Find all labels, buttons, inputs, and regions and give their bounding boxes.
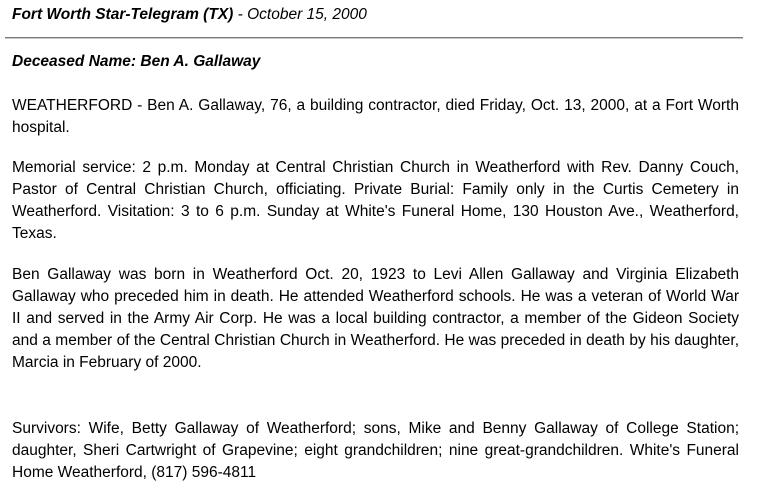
obituary-paragraph-survivors: Survivors: Wife, Betty Gallaway of Weatherford; sons, Mike and Benny Gallaway of College Station; daughter, Sheri Cartwright of Grapevine; eight grandchildren; nine great-grandchildren. White's Funeral Home Weatherford, (817) 596-4811 — [12, 420, 739, 481]
obituary-paragraph-biography: Ben Gallaway was born in Weatherford Oct. 20, 1923 to Levi Allen Gallaway and Virginia Elizabeth Gallaway who preceded him in death. He attended Weatherford schools. He was a veteran of World War II and served in the Army Air Corp. He was a local building contractor, a member of the Gideon Society and a member of the Central Christian Church in Weatherford. He was preceded in death by his daughter, Marcia in February of 2000. — [12, 266, 739, 371]
publication-date: October 15, 2000 — [247, 6, 367, 23]
obituary-paragraph-announcement: WEATHERFORD - Ben A. Gallaway, 76, a building contractor, died Friday, Oct. 13, 2000, at a Fort Worth hospital. — [12, 97, 739, 136]
article-header — [12, 6, 367, 24]
newspaper-source: Fort Worth Star-Telegram (TX) — [12, 6, 234, 23]
obituary-paragraph-services: Memorial service: 2 p.m. Monday at Central Christian Church in Weatherford with Rev. Danny Couch, Pastor of Central Christian Church, officiating. Private Burial: Family only in the Curtis Cemetery in Weatherford. Visitation: 3 to 6 p.m. Sunday at White's Funeral Home, 130 Houston Ave., Weatherford, Texas. — [12, 159, 739, 242]
header-divider — [5, 37, 743, 39]
deceased-name-heading: Deceased Name: Ben A. Gallaway — [12, 53, 261, 70]
header-separator: - — [233, 6, 248, 23]
